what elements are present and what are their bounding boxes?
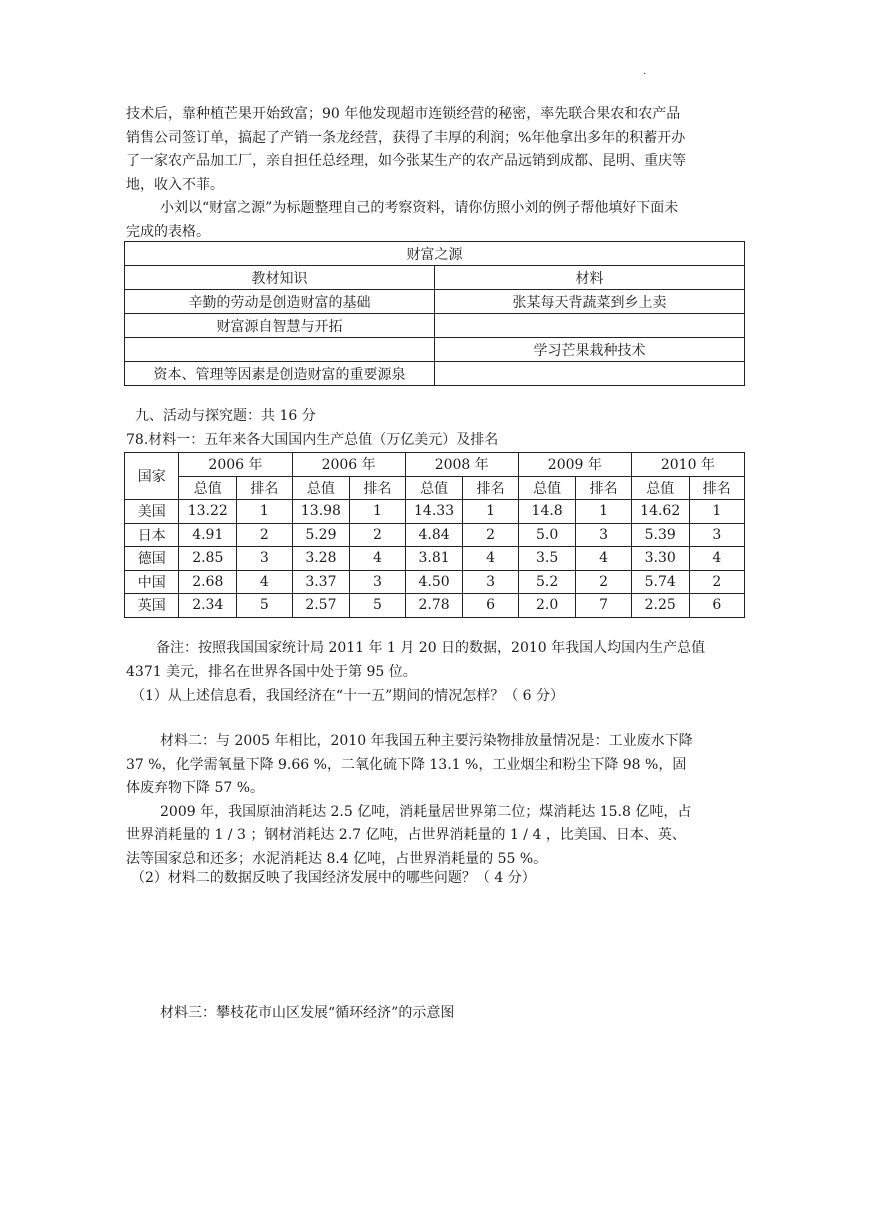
table-row [125,547,745,571]
material-2-line: 世界消耗量的 1 / 3 ；钢材消耗达 2.7 亿吨，占世界消耗量的 1 / 4 ，比美国、日本、英、 [126,827,686,843]
gdp-value-cell: 4.91 [179,523,237,547]
table-row [125,594,745,618]
section-heading: 九、活动与探究题：共 16 分 [135,408,316,424]
table-row [125,570,745,594]
material-2-line: 2009 年，我国原油消耗达 2.5 亿吨，消耗量居世界第二位；煤消耗达 15.8 亿吨，占 [160,803,692,820]
rank-cell: 6 [463,594,518,618]
question-1: （1）从上述信息看，我国经济在“十一五”期间的情况怎样？（ 6 分） [131,688,565,704]
intro-paragraph [126,103,746,244]
material-blank-cell [435,362,745,386]
material-cell: 学习芒果栽种技术 [435,338,745,362]
note-paragraph [126,637,746,684]
country-header: 国家 [125,453,179,500]
rank-cell: 2 [463,523,518,547]
instruction-line: 完成的表格。 [126,223,210,240]
table-row [125,500,745,524]
gdp-value-cell: 3.81 [405,547,463,571]
gdp-value-cell: 4.50 [405,570,463,594]
material-2-line: 体废弃物下降 57 %。 [126,780,265,796]
sub-header-value: 总值 [631,476,689,500]
rank-cell: 4 [350,547,405,571]
knowledge-cell: 资本、管理等因素是创造财富的重要源泉 [125,362,435,386]
country-cell: 日本 [125,523,179,547]
question-2: （2）材料二的数据反映了我国经济发展中的哪些问题？（ 4 分） [131,870,536,886]
sub-header-value: 总值 [179,476,237,500]
header-mark: . [643,66,647,77]
year-header: 2008 年 [405,453,518,477]
material-2-line: 法等国家总和还多；水泥消耗达 8.4 亿吨，占世界消耗量的 55 %。 [126,850,548,867]
header-material: 材料 [435,266,745,290]
country-cell: 中国 [125,570,179,594]
knowledge-cell: 财富源自智慧与开拓 [125,314,435,338]
note-line: 备注：按照我国国家统计局 2011 年 1 月 20 日的数据，2010 年我国人均国内生产总值 [156,640,706,656]
question-78-title: 78.材料一：五年来各大国国内生产总值（万亿美元）及排名 [126,432,499,448]
gdp-value-cell: 13.98 [292,500,350,524]
gdp-value-cell: 3.30 [631,547,689,571]
material-cell: 张某每天背蔬菜到乡上卖 [435,290,745,314]
gdp-value-cell: 2.85 [179,547,237,571]
year-header: 2010 年 [631,453,744,477]
rank-cell: 6 [689,594,744,618]
rank-cell: 4 [576,547,631,571]
gdp-value-cell: 3.37 [292,570,350,594]
gdp-value-cell: 5.2 [518,570,576,594]
intro-line: 地，收入不菲。 [126,176,224,193]
material-2-paragraph [126,730,746,871]
rank-cell: 2 [689,570,744,594]
note-line: 4371 美元，排名在世界各国中处于第 95 位。 [126,663,417,680]
gdp-value-cell: 3.28 [292,547,350,571]
rank-cell: 3 [576,523,631,547]
sub-header-value: 总值 [292,476,350,500]
material-2-line: 37 %，化学需氧量下降 9.66 %，二氧化硫下降 13.1 %，工业烟尘和粉尘下降 98 %，固 [126,756,687,773]
knowledge-cell: 辛勤的劳动是创造财富的基础 [125,290,435,314]
gdp-value-cell: 5.39 [631,523,689,547]
sub-header-rank: 排名 [463,476,518,500]
rank-cell: 2 [237,523,292,547]
sub-header-value: 总值 [518,476,576,500]
intro-line: 销售公司签订单，搞起了产销一条龙经营，获得了丰厚的利润；%年他拿出多年的积蓄开办 [126,129,686,146]
gdp-value-cell: 14.8 [518,500,576,524]
country-cell: 英国 [125,594,179,618]
year-header: 2006 年 [292,453,405,477]
gdp-value-cell: 4.84 [405,523,463,547]
rank-cell: 3 [689,523,744,547]
rank-cell: 1 [689,500,744,524]
rank-cell: 7 [576,594,631,618]
sub-header-rank: 排名 [237,476,292,500]
year-header: 2006 年 [179,453,292,477]
material-2-line: 材料二：与 2005 年相比，2010 年我国五种主要污染物排放量情况是：工业废水下降 [160,733,693,749]
gdp-value-cell: 2.68 [179,570,237,594]
sub-header-rank: 排名 [576,476,631,500]
gdp-value-cell: 5.29 [292,523,350,547]
country-cell: 美国 [125,500,179,524]
rank-cell: 2 [350,523,405,547]
gdp-value-cell: 2.0 [518,594,576,618]
intro-line: 了一家农产品加工厂，亲自担任总经理，如今张某生产的农产品远销到成都、昆明、重庆等 [126,153,686,169]
rank-cell: 2 [576,570,631,594]
material-3-title: 材料三：攀枝花市山区发展“循环经济”的示意图 [160,1005,455,1021]
rank-cell: 1 [237,500,292,524]
gdp-value-cell: 2.34 [179,594,237,618]
instruction-line: 小刘以“财富之源”为标题整理自己的考察资料，请你仿照小刘的例子帮他填好下面未 [160,200,679,216]
rank-cell: 4 [689,547,744,571]
gdp-value-cell: 2.25 [631,594,689,618]
rank-cell: 5 [237,594,292,618]
rank-cell: 4 [237,570,292,594]
year-header: 2009 年 [518,453,631,477]
rank-cell: 1 [350,500,405,524]
intro-line: 技术后，靠种植芒果开始致富；90 年他发现超市连锁经营的秘密，率先联合果农和农产品 [126,106,681,122]
rank-cell: 4 [463,547,518,571]
knowledge-blank-cell [125,338,435,362]
sub-header-rank: 排名 [350,476,405,500]
gdp-value-cell: 14.33 [405,500,463,524]
gdp-ranking-table [124,452,745,618]
gdp-value-cell: 2.78 [405,594,463,618]
gdp-value-cell: 2.57 [292,594,350,618]
gdp-value-cell: 14.62 [631,500,689,524]
rank-cell: 3 [350,570,405,594]
gdp-value-cell: 3.5 [518,547,576,571]
header-knowledge: 教材知识 [125,266,435,290]
rank-cell: 5 [350,594,405,618]
rank-cell: 1 [576,500,631,524]
gdp-value-cell: 5.74 [631,570,689,594]
sub-header-rank: 排名 [689,476,744,500]
sub-header-value: 总值 [405,476,463,500]
rank-cell: 3 [237,547,292,571]
gdp-value-cell: 13.22 [179,500,237,524]
rank-cell: 1 [463,500,518,524]
rank-cell: 3 [463,570,518,594]
wealth-source-table [124,241,745,386]
country-cell: 德国 [125,547,179,571]
wealth-table-title: 财富之源 [125,242,745,266]
material-blank-cell [435,314,745,338]
gdp-value-cell: 5.0 [518,523,576,547]
table-row [125,523,745,547]
